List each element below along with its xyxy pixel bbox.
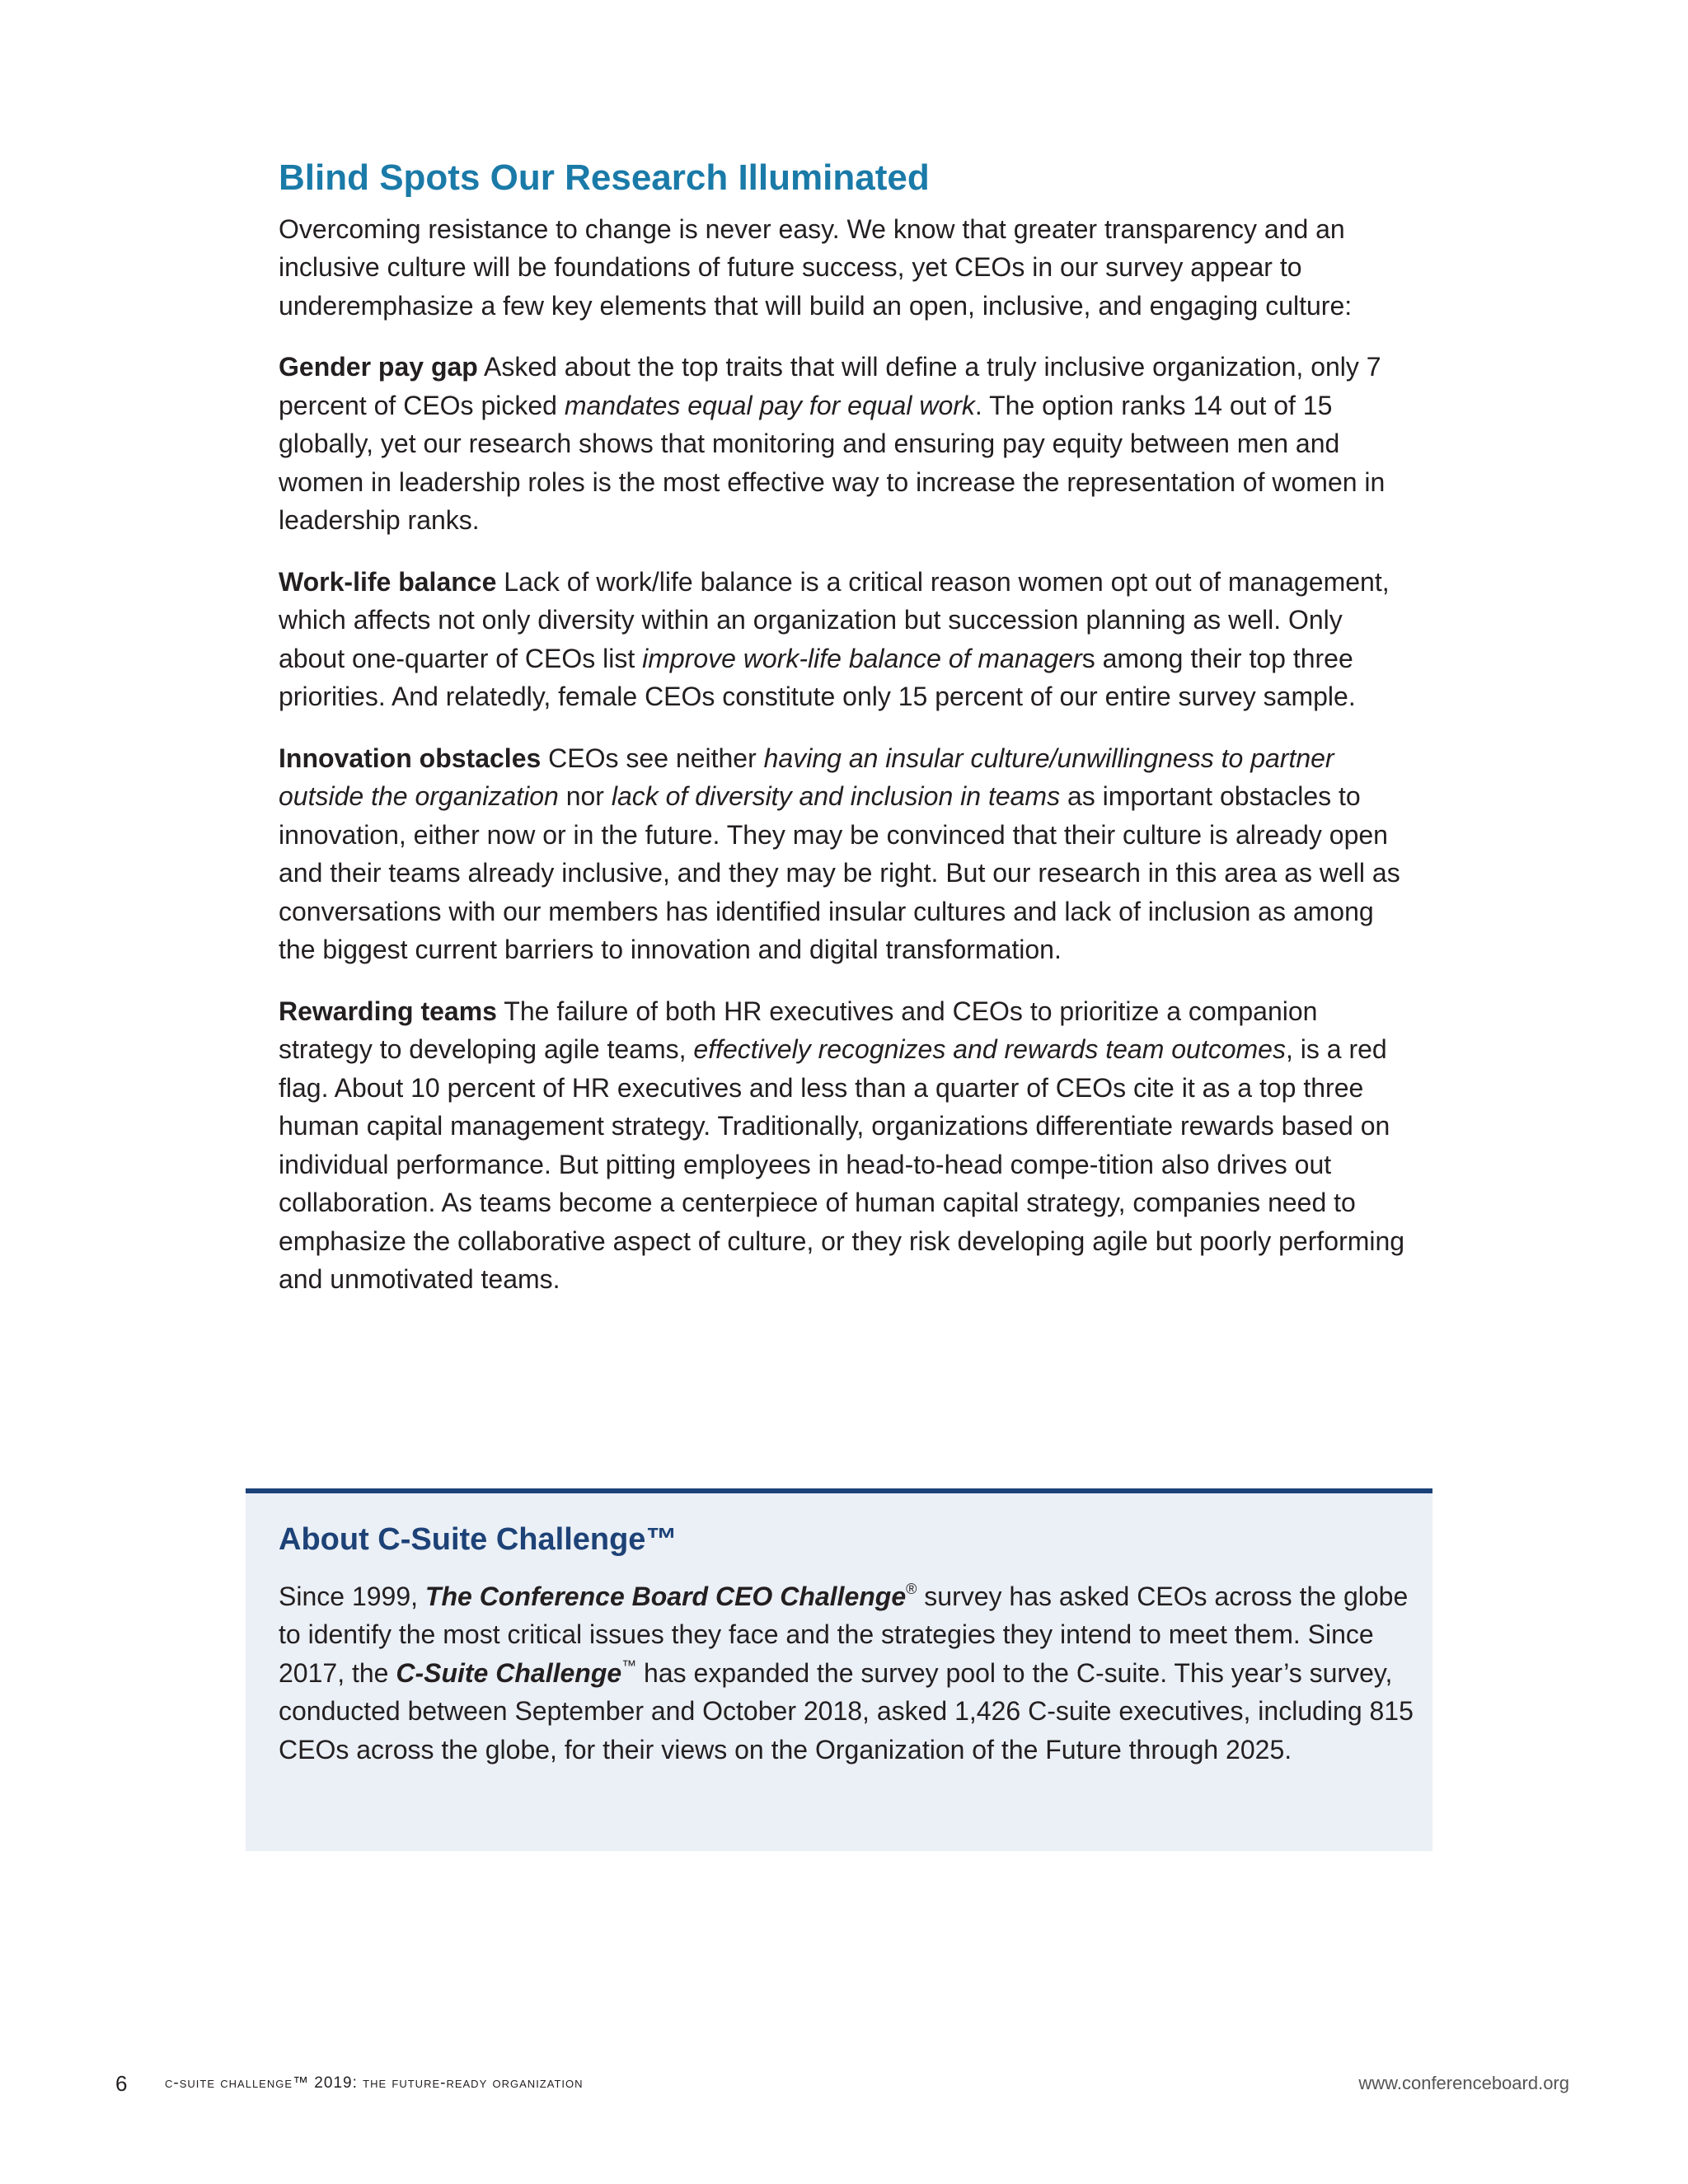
innovation-text-1: CEOs see neither [541,743,764,773]
running-title: c-suite challenge™ 2019: the future-ready organization [165,2074,584,2092]
intro-paragraph: Overcoming resistance to change is never easy. We know that greater transparency and an inclusive culture will be foundations of future success, yet CEOs in our survey appear to underemphasize a few key elements that will build an open, inclusive, and engaging culture: [279,213,1353,321]
rewarding-heading: Rewarding teams [279,996,497,1026]
work-life-paragraph [279,563,1408,716]
about-bold-1: The Conference Board CEO Challenge [424,1581,907,1611]
innovation-italic-1: having an insular culture/unwillingness to partner outside the organization [279,743,1334,812]
section-title: Blind Spots Our Research Illuminated [279,157,930,198]
about-bold-2: C-Suite Challenge [396,1657,622,1688]
page-footer [0,2067,1688,2100]
rewarding-text-2: , is a red flag. About 10 percent of HR executives and less than a quarter of CEOs cite it as a top three human capital management strategy. Traditionally, organizations differentiate rewards based on individual performance. But pitting employees in head-to-head compe-tition also drives out collaboration. As teams become a centerpiece of human capital strategy, companies need to emphasize the collaborative aspect of culture, or they risk developing agile but poorly performing and unmotivated teams. [279,1034,1405,1295]
innovation-text-3: as important obstacles to innovation, either now or in the future. They may be convinced that their culture is already open and their teams already inclusive, and they may be right. But our research in this area as well as conversations with our members has identified insular cultures and lack of inclusion as among the biggest current barriers to innovation and digital transformation. [279,781,1400,965]
gender-pay-heading: Gender pay gap [279,352,478,382]
innovation-paragraph [279,739,1408,969]
page-number: 6 [115,2071,128,2096]
trademark-mark: ™ [621,1657,637,1674]
main-content [279,157,1408,1322]
work-life-italic-1: improve work-life balance of manager [642,643,1082,673]
work-life-heading: Work-life balance [279,566,497,597]
innovation-italic-2: lack of diversity and inclusion in teams [611,781,1061,812]
innovation-heading: Innovation obstacles [279,743,542,773]
gender-pay-paragraph [279,348,1408,540]
registered-mark: ® [906,1580,917,1597]
about-text-1: Since 1999, [279,1581,425,1611]
about-box [246,1488,1432,1851]
gender-pay-text-2: . The option ranks 14 out of 15 globally, yet our research shows that monitoring and ensuring pay equity between men and women in leadership roles is the most effective way to increase the representation of women in leadership ranks. [279,390,1386,536]
site-url-link[interactable]: www.conferenceboard.org [1358,2073,1569,2093]
about-box-inner [279,1521,1416,1769]
work-life-text-2: s among their top three priorities. And relatedly, female CEOs constitute only 15 percent of our entire survey sample. [279,643,1356,712]
about-text-2: survey has asked CEOs across the globe to identify the most critical issues they face and the strategies they intend to meet them. Since 2017, the [279,1581,1409,1688]
about-title: About C-Suite Challenge™ [279,1522,678,1557]
rewarding-italic-1: effectively recognizes and rewards team outcomes [693,1034,1286,1065]
gender-pay-text-1: Asked about the top traits that will define a truly inclusive organization, only 7 percent of CEOs picked [279,352,1381,420]
work-life-text-1: Lack of work/life balance is a critical reason women opt out of management, which affects not only diversity within an organization but succession planning as well. Only about one-quarter of CEOs list [279,566,1390,673]
innovation-text-2: nor [558,781,612,812]
about-text-3: has expanded the survey pool to the C-suite. This year’s survey, conducted between September and October 2018, asked 1,426 C-suite executives, including 815 CEOs across the globe, for their views on the Organization of the Future through 2025. [279,1657,1414,1765]
rewarding-text-1: The failure of both HR executives and CEOs to prioritize a companion strategy to developing agile teams, [279,996,1318,1065]
about-paragraph [279,1577,1416,1769]
gender-pay-italic-1: mandates equal pay for equal work [564,390,975,420]
rewarding-paragraph [279,992,1408,1299]
